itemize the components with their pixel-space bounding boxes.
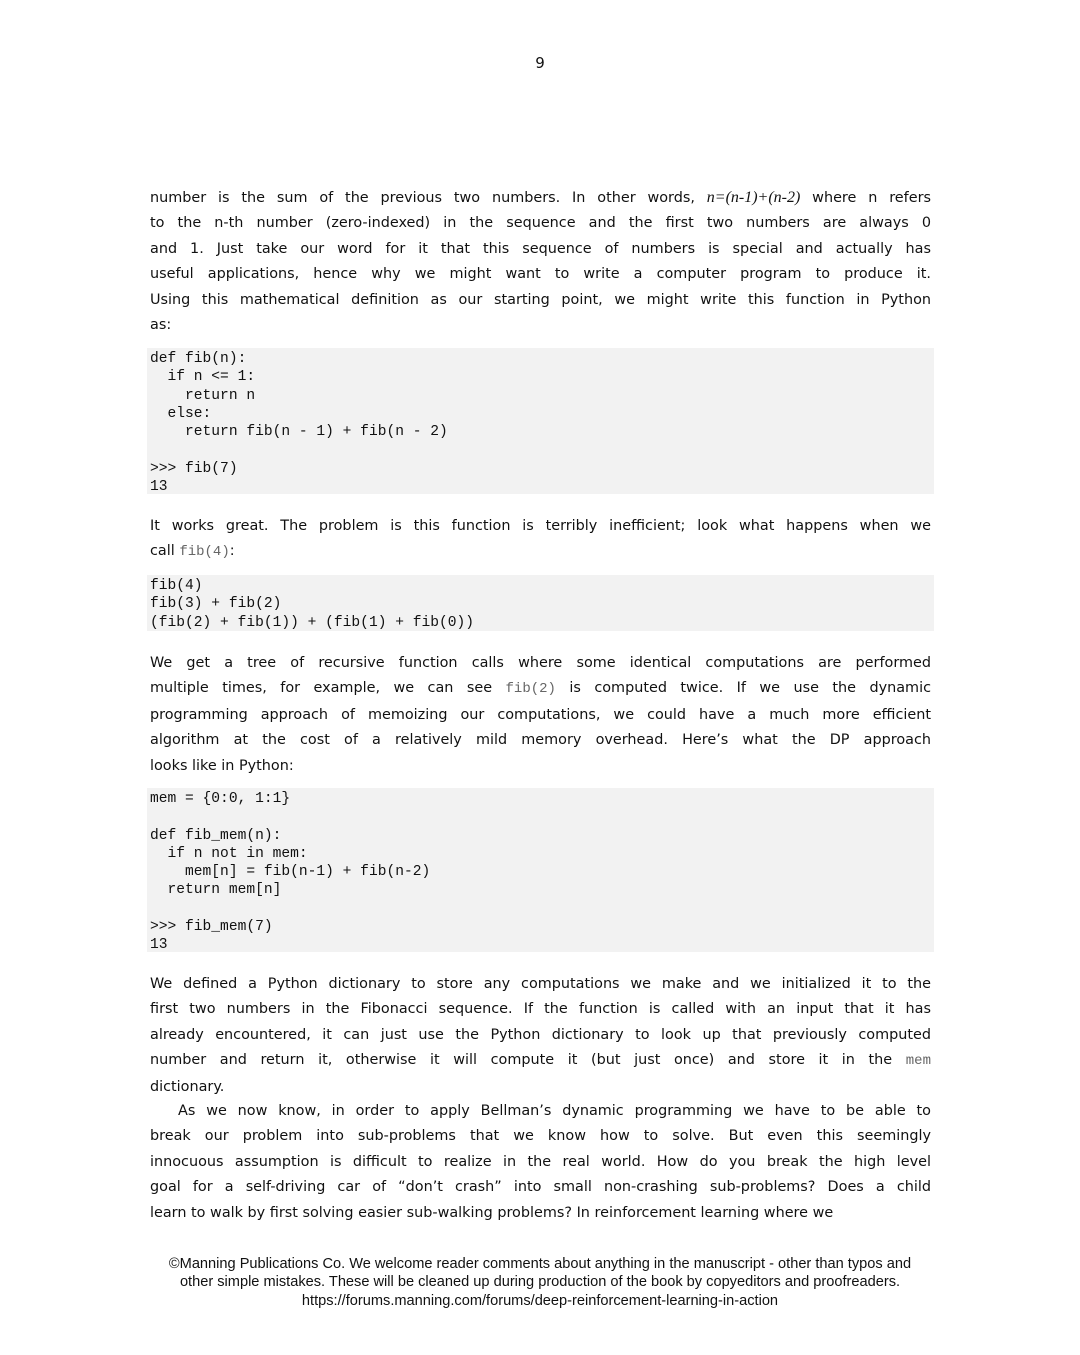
text-segment: :	[229, 543, 235, 560]
code-line: if n not in mem:	[150, 845, 308, 862]
paragraph	[150, 185, 931, 338]
code-block	[147, 348, 934, 494]
inline-code: fib(4)	[179, 544, 230, 561]
code-line: mem = {0:0, 1:1}	[150, 791, 291, 807]
text-line	[150, 728, 931, 753]
text-line	[150, 1175, 931, 1200]
inline-code: fib(2)	[505, 681, 556, 698]
code-line: fib(4)	[150, 578, 203, 594]
text-line	[150, 1099, 931, 1124]
text-segment: We defined a Python dictionary to store any computations we make and we initialized it to the	[150, 976, 931, 992]
code-line: 13	[150, 479, 168, 496]
footer-line: ©Manning Publications Co. We welcome reader comments about anything in the manuscript - other than typos and	[168, 1256, 912, 1272]
code-line: (fib(2) + fib(1)) + (fib(1) + fib(0))	[150, 614, 475, 631]
text-line	[150, 1150, 931, 1175]
text-line	[150, 313, 931, 338]
text-segment: break our problem into sub-problems that we know how to solve. But even this seemingly	[150, 1128, 931, 1145]
code-line: >>> fib(7)	[150, 460, 238, 477]
text-line	[150, 514, 931, 539]
code-line: return n	[150, 387, 256, 404]
text-line	[150, 539, 931, 565]
text-segment: multiple times, for example, we can see	[150, 680, 506, 697]
code-line: def fib_mem(n):	[150, 827, 282, 844]
code-line: 13	[150, 937, 168, 954]
text-line	[150, 1124, 931, 1149]
text-line	[150, 237, 931, 262]
text-segment: useful applications, hence why we might want to write a computer program to produce it.	[150, 266, 931, 283]
paragraph	[150, 514, 931, 566]
text-line	[150, 997, 931, 1022]
code-line: mem[n] = fib(n-1) + fib(n-2)	[150, 864, 431, 881]
text-line	[150, 185, 931, 211]
text-segment: number is the sum of the previous two numbers. In other words,	[150, 190, 707, 206]
code-line	[150, 900, 934, 918]
text-segment: first two numbers in the Fibonacci sequence. If the function is called with an input that it has	[150, 1001, 931, 1018]
text-line	[150, 651, 931, 676]
code-block	[147, 788, 934, 952]
code-line: def fib(n):	[150, 351, 247, 367]
text-segment: number and return it, otherwise it will compute it (but just once) and store it in the	[150, 1052, 906, 1069]
footer-line: other simple mistakes. These will be cleaned up during production of the book by copyeditors and proofreaders.	[179, 1274, 901, 1291]
code-line	[150, 441, 934, 459]
text-segment: and 1. Just take our word for it that this sequence of numbers is special and actually has	[150, 240, 931, 257]
text-line	[150, 676, 931, 702]
text-line	[150, 288, 931, 313]
text-segment: call	[150, 543, 180, 560]
text-segment: learn to walk by first solving easier sub-walking problems? In reinforcement learning where we	[150, 1204, 834, 1221]
paragraph	[150, 972, 931, 1100]
text-line	[150, 1023, 931, 1048]
text-line	[150, 1201, 931, 1226]
math-expression: n=(n-1)+(n-2)	[706, 189, 801, 206]
inline-code: mem	[905, 1053, 931, 1070]
text-segment: programming approach of memoizing our computations, we could have a much more efficient	[150, 706, 931, 723]
text-line	[150, 211, 931, 236]
text-segment: algorithm at the cost of a relatively mild memory overhead. Here’s what the DP approach	[150, 732, 931, 749]
text-segment: is computed twice. If we use the dynamic	[555, 680, 931, 697]
page-number: 9	[535, 54, 545, 72]
text-segment: to the n-th number (zero-indexed) in the sequence and the first two numbers are always 0	[150, 215, 931, 232]
text-line	[150, 262, 931, 287]
code-line: return mem[n]	[150, 882, 282, 899]
code-line: if n <= 1:	[150, 369, 256, 386]
text-segment: Using this mathematical definition as our starting point, we might write this function in Python	[150, 291, 931, 308]
text-segment: where n refers	[800, 190, 931, 206]
text-segment: innocuous assumption is difficult to realize in the real world. How do you break the high level	[150, 1153, 931, 1170]
copyright-footer	[0, 1255, 1080, 1310]
text-segment: We get a tree of recursive function calls where some identical computations are performed	[150, 655, 931, 671]
text-segment: looks like in Python:	[150, 757, 294, 774]
text-segment: already encountered, it can just use the Python dictionary to look up that previously computed	[150, 1026, 931, 1043]
code-line	[150, 808, 934, 826]
text-segment: dictionary.	[150, 1078, 225, 1095]
paragraph	[150, 1099, 931, 1226]
text-segment: as:	[150, 317, 172, 334]
footer-link[interactable]: https://forums.manning.com/forums/deep-reinforcement-learning-in-action	[301, 1292, 779, 1309]
code-line: return fib(n - 1) + fib(n - 2)	[150, 424, 448, 441]
paragraph	[150, 651, 931, 779]
text-segment: As we now know, in order to apply Bellman’s dynamic programming we have to be able to	[178, 1103, 931, 1119]
code-line: >>> fib_mem(7)	[150, 919, 273, 936]
text-line	[150, 754, 931, 779]
text-line	[150, 972, 931, 997]
text-line	[150, 1075, 931, 1100]
text-segment: goal for a self-driving car of “don’t crash” into small non-crashing sub-problems? Does a child	[150, 1179, 931, 1196]
text-line	[150, 1048, 931, 1074]
text-segment: It works great. The problem is this function is terribly inefficient; look what happens when we	[150, 518, 931, 534]
code-block	[147, 575, 934, 631]
code-line: fib(3) + fib(2)	[150, 596, 282, 613]
text-line	[150, 703, 931, 728]
code-line: else:	[150, 405, 212, 422]
